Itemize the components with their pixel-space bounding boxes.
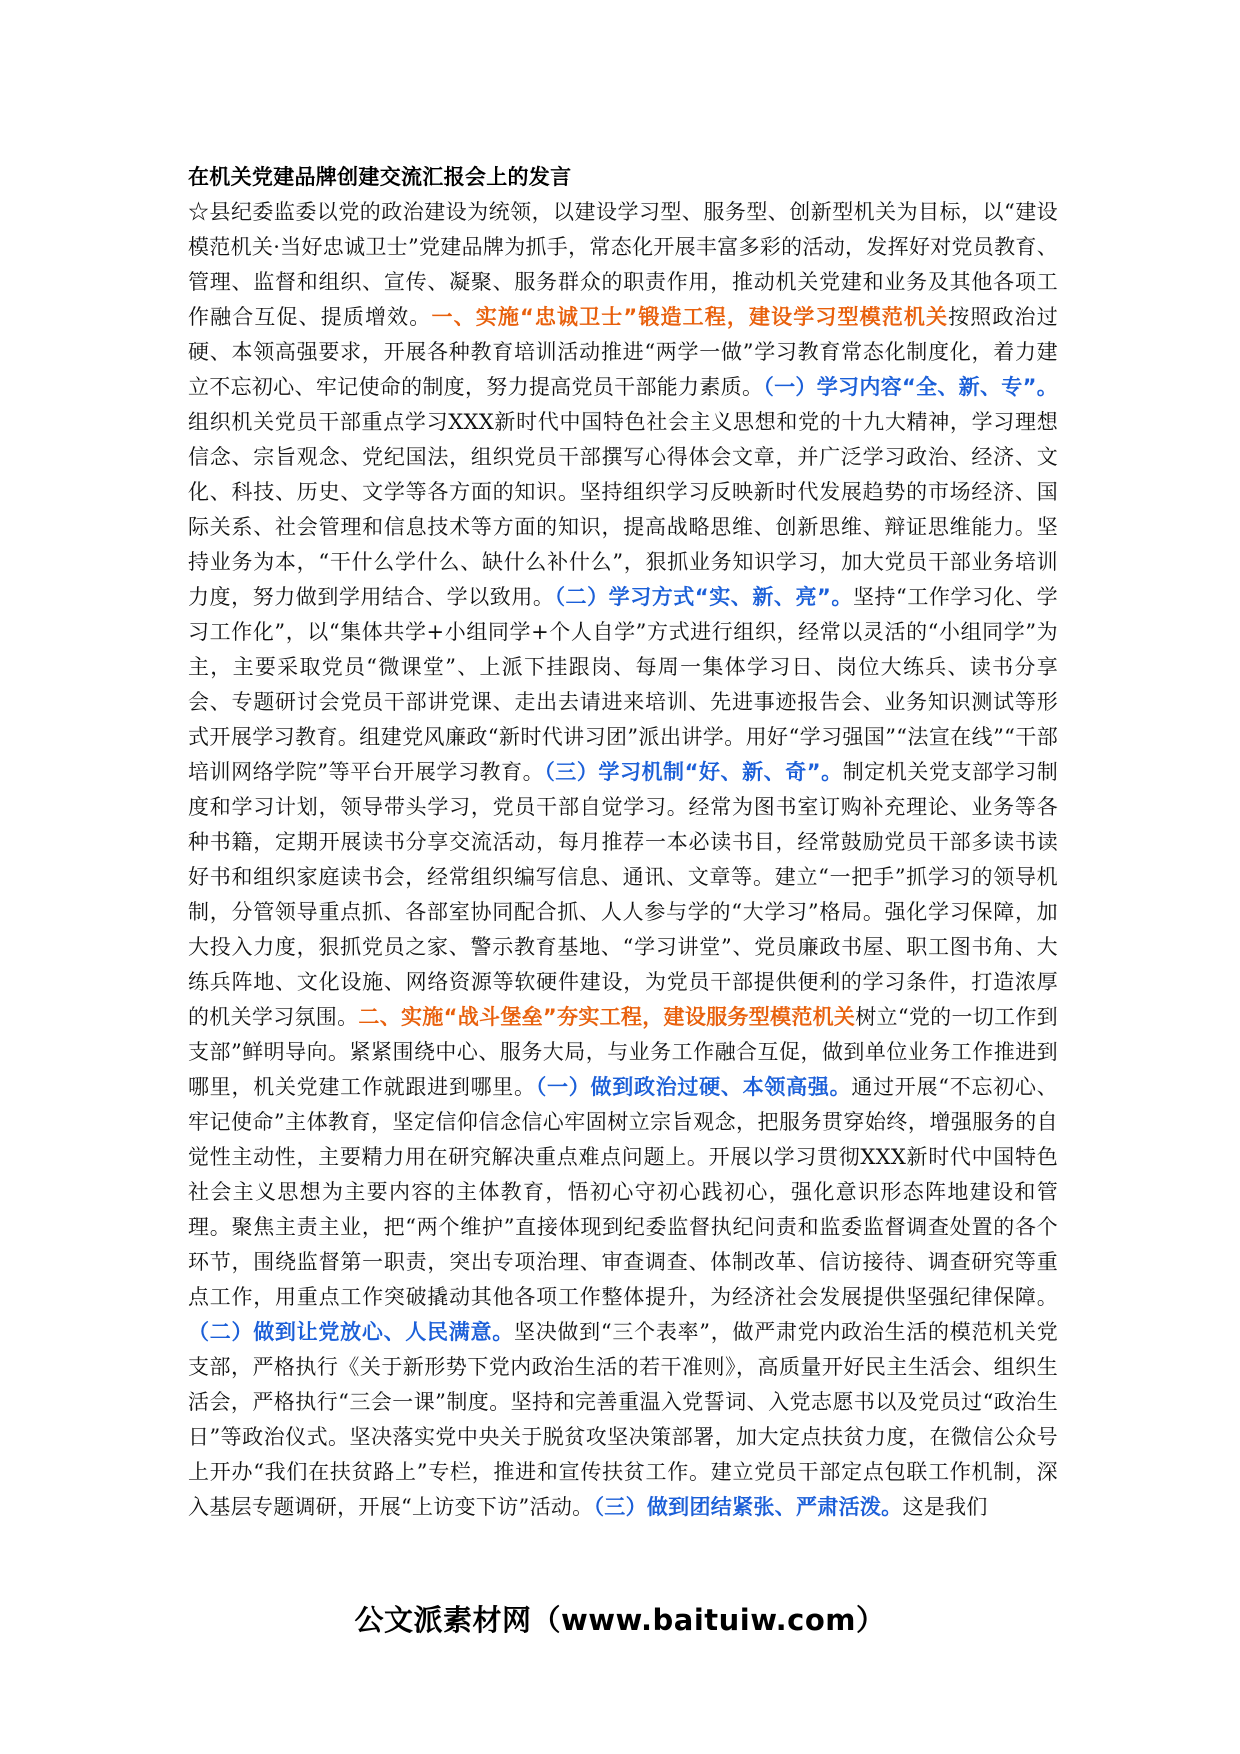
body-text-segment: 树立“党的一切工作到支部”鲜明导向。紧紧围绕中心、服务大局，与业务工作融合互促，做到单位业务工作推进到哪里，机关党建工作就跟进到哪里。 bbox=[188, 1005, 1058, 1099]
body-text-segment: 通过开展“不忘初心、牢记使命”主体教育，坚定信仰信念信心牢固树立宗旨观念，把服务贯穿始终，增强服务的自觉性主动性，主要精力用在研究解决重点难点问题上。开展以学习贯彻XXX新时代中国特色社会主义思想为主要内容的主体教育，悟初心守初心践初心，强化意识形态阵地建设和管理。聚焦主责主业，把“两个维护”直接体现到纪委监督执纪问责和监委监督调查处置的各个环节，围绕监督第一职责，突出专项治理、审查调查、体制改革、信访接待、调查研究等重点工作，用重点工作突破撬动其他各项工作整体提升，为经济社会发展提供坚强纪律保障。 bbox=[188, 1075, 1058, 1309]
body-text-segment: 坚持“工作学习化、学习工作化”，以“集体共学+小组同学+个人自学”方式进行组织，经常以灵活的“小组同学”为主，主要采取党员“微课堂”、上派下挂跟岗、每周一集体学习日、岗位大练兵、读书分享会、专题研讨会党员干部讲党课、走出去请进来培训、先进事迹报告会、业务知识测试等形式开展学习教育。组建党风廉政“新时代讲习团”派出讲学。用好“学习强国”“法宣在线”“干部培训网络学院”等平台开展学习教育。 bbox=[188, 585, 1058, 784]
document-body bbox=[188, 195, 1058, 1525]
subsection-heading-1-1: （一）学习内容“全、新、专”。 bbox=[763, 375, 1058, 399]
body-text-segment: 组织机关党员干部重点学习XXX新时代中国特色社会主义思想和党的十九大精神，学习理想信念、宗旨观念、党纪国法，组织党员干部撰写心得体会文章，并广泛学习政治、经济、文化、科技、历史、文学等各方面的知识。坚持组织学习反映新时代发展趋势的市场经济、国际关系、社会管理和信息技术等方面的知识，提高战略思维、创新思维、辩证思维能力。坚持业务为本，“干什么学什么、缺什么补什么”，狠抓业务知识学习，加大党员干部业务培训力度，努力做到学用结合、学以致用。 bbox=[188, 410, 1058, 609]
subsection-heading-1-3: （三）学习机制“好、新、奇”。 bbox=[544, 760, 843, 784]
section-heading-1: 一、实施“忠诚卫士”锻造工程，建设学习型模范机关 bbox=[431, 305, 949, 329]
subsection-heading-1-2: （二）学习方式“实、新、亮”。 bbox=[554, 585, 853, 609]
subsection-heading-2-1: （一）做到政治过硬、本领高强。 bbox=[535, 1075, 852, 1099]
body-text-segment: ☆县纪委监委以党的政治建设为统领，以建设学习型、服务型、创新型机关为目标，以“建设模范机关·当好忠诚卫士”党建品牌为抓手，常态化开展丰富多彩的活动，发挥好对党员教育、管理、监督和组织、宣传、凝聚、服务群众的职责作用，推动机关党建和业务及其他各项工作融合互促、提质增效。 bbox=[188, 200, 1059, 329]
subsection-heading-2-2: （二）做到让党放心、人民满意。 bbox=[188, 1320, 514, 1344]
subsection-heading-2-3: （三）做到团结紧张、严肃活泼。 bbox=[593, 1495, 903, 1519]
document-content bbox=[188, 160, 1058, 1525]
document-title: 在机关党建品牌创建交流汇报会上的发言 bbox=[188, 165, 572, 189]
body-text-segment: 坚决做到“三个表率”，做严肃党内政治生活的模范机关党支部，严格执行《关于新形势下党内政治生活的若干准则》，高质量开好民主生活会、组织生活会，严格执行“三会一课”制度。坚持和完善重温入党誓词、入党志愿书以及党员过“政治生日”等政治仪式。坚决落实党中央关于脱贫攻坚决策部署，加大定点扶贫力度，在微信公众号上开办“我们在扶贫路上”专栏，推进和宣传扶贫工作。建立党员干部定点包联工作机制，深入基层专题调研，开展“上访变下访”活动。 bbox=[188, 1320, 1058, 1519]
body-text-segment: 按照政治过硬、本领高强要求，开展各种教育培训活动推进“两学一做”学习教育常态化制度化，着力建立不忘初心、牢记使命的制度，努力提高党员干部能力素质。 bbox=[188, 305, 1058, 399]
footer-watermark: 公文派素材网（www.baituiw.com） bbox=[354, 1603, 886, 1637]
body-text-segment: 这是我们 bbox=[902, 1495, 988, 1519]
section-heading-2: 二、实施“战斗堡垒”夯实工程，建设服务型模范机关 bbox=[358, 1005, 856, 1029]
body-text-segment: 制定机关党支部学习制度和学习计划，领导带头学习，党员干部自觉学习。经常为图书室订购补充理论、业务等各种书籍，定期开展读书分享交流活动，每月推荐一本必读书目，经常鼓励党员干部多读书读好书和组织家庭读书会，经常组织编写信息、通讯、文章等。建立“一把手”抓学习的领导机制，分管领导重点抓、各部室协同配合抓、人人参与学的“大学习”格局。强化学习保障，加大投入力度，狠抓党员之家、警示教育基地、“学习讲堂”、党员廉政书屋、职工图书角、大练兵阵地、文化设施、网络资源等软硬件建设，为党员干部提供便利的学习条件，打造浓厚的机关学习氛围。 bbox=[188, 760, 1059, 1029]
